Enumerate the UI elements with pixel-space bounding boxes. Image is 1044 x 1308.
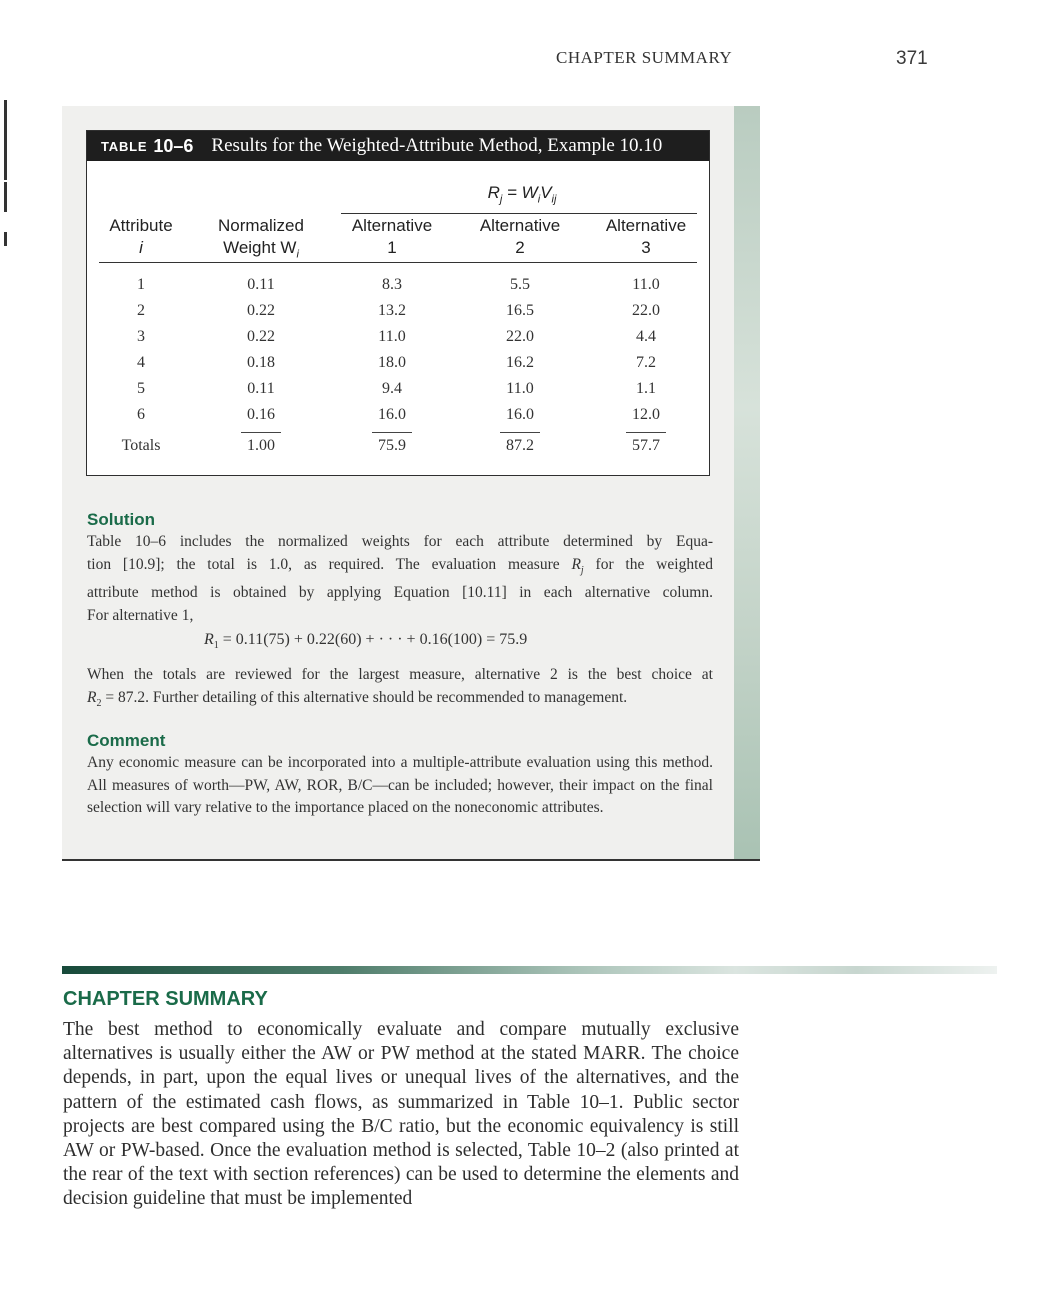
table-title-bar — [87, 131, 709, 161]
col-header-alt2: Alternative — [479, 216, 561, 235]
totals-alt2: 87.2 — [506, 437, 534, 454]
table-cell-alt2: 16.0 — [506, 406, 534, 423]
table-label: TABLE — [101, 138, 148, 154]
margin-rule — [4, 182, 7, 212]
table-cell-attr: 6 — [137, 406, 145, 423]
solution-line: attribute method is obtained by applying Equation [10.11] in each alternative column. — [87, 584, 713, 602]
solution-line: tion [10.9]; the total is 1.0, as required. The evaluation measure $R_j$ for the weighted — [87, 555, 713, 576]
equation: $R_1 = 0.11(75) + 0.22(60)$ + · · · + 0.16(100) = 75.9 — [204, 631, 528, 652]
col-header-weight: Normalized — [218, 216, 304, 235]
chapter-summary-bar — [62, 966, 997, 974]
table-cell-attr: 5 — [137, 380, 145, 397]
totals-alt1: 75.9 — [378, 437, 406, 454]
table-cell-alt3: 4.4 — [636, 328, 656, 345]
totals-rule — [372, 432, 412, 433]
chapter-summary-heading: CHAPTER SUMMARY — [63, 988, 268, 1010]
table-cell-alt3: 22.0 — [632, 302, 660, 319]
margin-rule — [4, 100, 7, 180]
solution-text: for the weighted — [583, 555, 713, 573]
solution-line: For alternative 1, — [87, 606, 194, 624]
running-head: CHAPTER SUMMARY — [556, 48, 733, 67]
col-header-alt3: Alternative — [605, 216, 687, 235]
col-header-attribute: Attribute — [109, 216, 173, 235]
col-header-weight-line2: Weight $W_i$ — [223, 238, 299, 261]
col-header-alt1-number: 1 — [387, 238, 397, 257]
margin-rule — [4, 232, 7, 246]
panel-bottom-rule — [62, 859, 760, 861]
table-cell-alt2: 16.5 — [506, 302, 534, 319]
table-cell-alt3: 7.2 — [636, 354, 656, 371]
solution-line: Table 10–6 includes the normalized weights for each attribute determined by Equa- — [87, 533, 713, 550]
table-cell-weight: 0.22 — [247, 328, 275, 345]
table-cell-attr: 2 — [137, 302, 145, 319]
table-cell-alt1: 11.0 — [378, 328, 406, 345]
table-cell-attr: 3 — [137, 328, 145, 345]
table-cell-alt1: 13.2 — [378, 302, 406, 319]
col-header-alt3-number: 3 — [641, 238, 651, 257]
table-number: 10–6 — [153, 135, 194, 156]
table-cell-alt2: 11.0 — [506, 380, 534, 397]
totals-label: Totals — [121, 437, 161, 454]
table-cell-weight: 0.16 — [247, 406, 275, 423]
table-cell-alt2: 5.5 — [510, 276, 530, 293]
table-cell-alt1: 16.0 — [378, 406, 406, 423]
solution-paragraph-1 — [87, 531, 713, 627]
col-header-attribute-index: i — [139, 238, 143, 257]
col-header-weight-text: Weight W — [223, 238, 297, 257]
table-cell-alt1: 18.0 — [378, 354, 406, 371]
table-cell-attr: 1 — [137, 276, 145, 293]
table-cell-alt3: 11.0 — [632, 276, 660, 293]
spanner-header: $R_j = W_iV_{ij}$ — [487, 183, 557, 206]
table-cell-attr: 4 — [137, 354, 145, 371]
table-cell-weight: 0.22 — [247, 302, 275, 319]
totals-rule — [241, 432, 281, 433]
table-cell-alt2: 16.2 — [506, 354, 534, 371]
col-header-alt2-number: 2 — [515, 238, 525, 257]
solution-line: $R_2 = 87.2$. Further detailing of this alternative should be recommended to management. — [87, 688, 628, 709]
panel-edge-strip — [734, 106, 760, 861]
table-cell-weight: 0.18 — [247, 354, 275, 371]
table-cell-alt1: 9.4 — [382, 380, 402, 397]
col-header-alt1: Alternative — [351, 216, 433, 235]
solution-text: = 87.2. Further detailing of this alternative should be recommended to management. — [105, 688, 628, 706]
chapter-summary-paragraph: The best method to economically evaluate and compare mutually exclusive alternatives is usually either the AW or PW method at the stated MARR. The choice depends, in part, upon the equal lives or unequal lives of the alternatives, and the pattern of the estimated cash flows, as summarized in Table 10–1. Public sector projects are best compared using the B/C ratio, but the economic equivalency is still AW or PW-based. Once the evaluation method is selected, Table 10–2 (also printed at the rear of the text with section references) can be used to determine the elements and decision guideline that must be implemented — [63, 1019, 739, 1210]
table-title: Results for the Weighted-Attribute Method, Example 10.10 — [211, 135, 663, 156]
table-cell-alt2: 22.0 — [506, 328, 534, 345]
solution-paragraph-2 — [87, 664, 713, 715]
table-cell-weight: 0.11 — [247, 276, 275, 293]
page-number: 371 — [896, 48, 928, 69]
results-table — [86, 130, 710, 476]
totals-weight: 1.00 — [247, 437, 275, 454]
totals-rule — [626, 432, 666, 433]
solution-line: When the totals are reviewed for the largest measure, alternative 2 is the best choice at — [87, 666, 713, 683]
totals-rule — [500, 432, 540, 433]
spanner-rule — [341, 213, 697, 214]
equation-text: = 0.11(75) + 0.22(60) + · · · + 0.16(100) = 75.9 — [222, 631, 528, 648]
table-cell-weight: 0.11 — [247, 380, 275, 397]
table-cell-alt3: 12.0 — [632, 406, 660, 423]
table-cell-alt1: 8.3 — [382, 276, 402, 293]
comment-paragraph: Any economic measure can be incorporated into a multiple-attribute evaluation using this method. All measures of worth—PW, AW, ROR, B/C—can be included; however, their impact on the final selection will vary relative to the importance placed on the noneconomic attributes. — [87, 754, 713, 816]
totals-alt3: 57.7 — [632, 437, 660, 454]
header-rule — [99, 262, 697, 263]
solution-heading: Solution — [87, 510, 155, 529]
table-cell-alt3: 1.1 — [636, 380, 656, 397]
solution-text: tion [10.9]; the total is 1.0, as required. The evaluation measure — [87, 555, 572, 573]
comment-heading: Comment — [87, 731, 166, 750]
